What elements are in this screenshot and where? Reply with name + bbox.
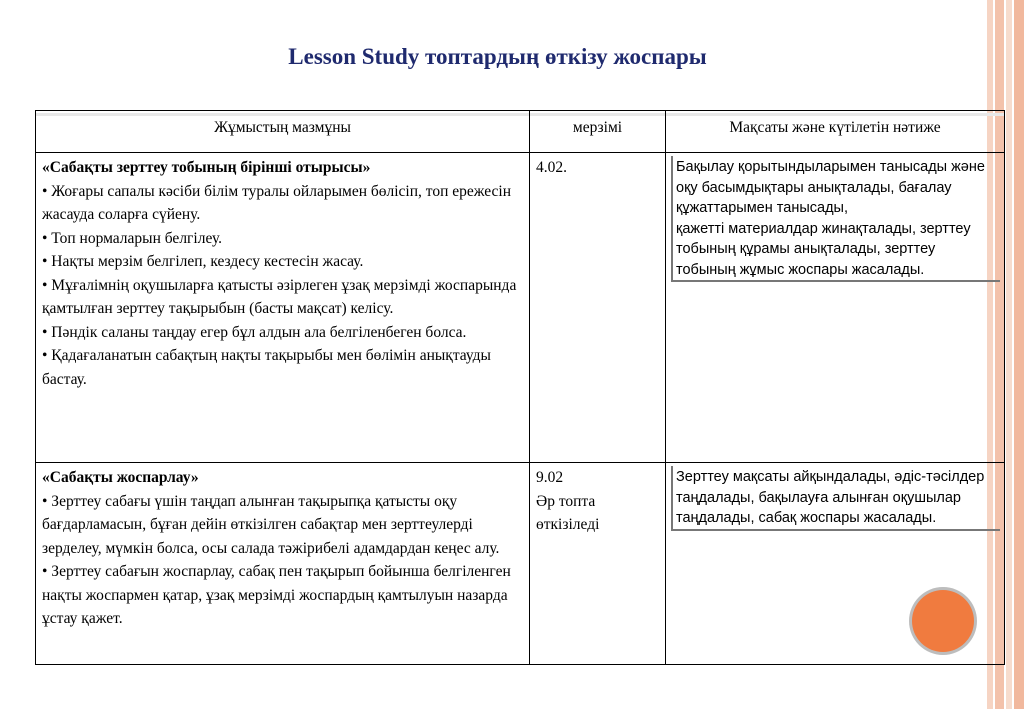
goal-text: Зерттеу мақсаты айқындалады, әдіс-тәсілдер таңдалады, бақылауға алынған оқушылар таңдалады, сабақ жоспары жасалады.	[671, 466, 1000, 531]
task-item: • Қадағаланатын сабақтың нақты тақырыбы мен бөлімін анықтауды бастау.	[42, 347, 491, 388]
header-content: Жұмыстың мазмұны	[36, 111, 530, 153]
plan-table	[35, 110, 1005, 665]
decor-circle	[912, 590, 974, 652]
goal-cell	[666, 153, 1005, 463]
task-item: • Зерттеу сабағын жоспарлау, сабақ пен тақырып бойынша белгіленген нақты жоспармен қатар, ұзақ мерзімді жоспардың қамтылуын назарда ұстау қажет.	[42, 563, 511, 627]
task-title: «Сабақты жоспарлау»	[42, 469, 199, 486]
task-item: • Нақты мерзім белгілеп, кездесу кестесін жасау.	[42, 253, 364, 270]
decor-stripe	[1006, 0, 1012, 709]
table-row	[36, 153, 1005, 463]
date-text: 4.02.	[536, 159, 567, 176]
date-cell	[530, 463, 666, 665]
task-cell	[36, 153, 530, 463]
table-row	[36, 463, 1005, 665]
header-goal: Мақсаты және күтілетін нәтиже	[666, 111, 1005, 153]
task-item: • Мұғалімнің оқушыларға қатысты әзірлеген ұзақ мерзімді жоспарында қамтылған зерттеу тақырыбын (басты мақсат) келісу.	[42, 276, 517, 317]
goal-text: Бақылау қорытындыларымен танысады және оқу басымдықтары анықталады, бағалау құжаттарымен танысады, қажетті материалдар жинақталады, зерттеу тобының құрамы анықталады, зерттеу тобының жұмыс жоспары жасалады.	[671, 156, 1000, 282]
date-text: 9.02	[536, 469, 564, 486]
table-header-row	[36, 111, 1005, 153]
task-cell	[36, 463, 530, 665]
task-item: • Топ нормаларын белгілеу.	[42, 229, 223, 247]
task-item: • Пәндік саланы таңдау егер бұл алдын ала белгіленбеген болса.	[42, 323, 467, 341]
decor-stripe	[1014, 0, 1024, 709]
task-item: • Зерттеу сабағы үшін таңдап алынған тақырыпқа қатысты оқу бағдарламасын, бұған дейін өткізілген сабақтар мен зерттеулерді зерделеу, мүмкін болса, осы салада тәжірибелі адамдардан кеңес алу.	[42, 492, 500, 557]
task-item: • Жоғары сапалы кәсіби білім туралы ойларымен бөлісіп, топ ережесін жасауда соларға сүйену.	[42, 182, 512, 223]
date-note: Әр топта өткізіледі	[536, 492, 600, 533]
page-title: Lesson Study топтардың өткізу жоспары	[288, 44, 707, 69]
task-title: «Сабақты зерттеу тобының бірінші отырысы»	[42, 159, 371, 176]
date-cell	[530, 153, 666, 463]
header-deadline: мерзімі	[530, 111, 666, 153]
